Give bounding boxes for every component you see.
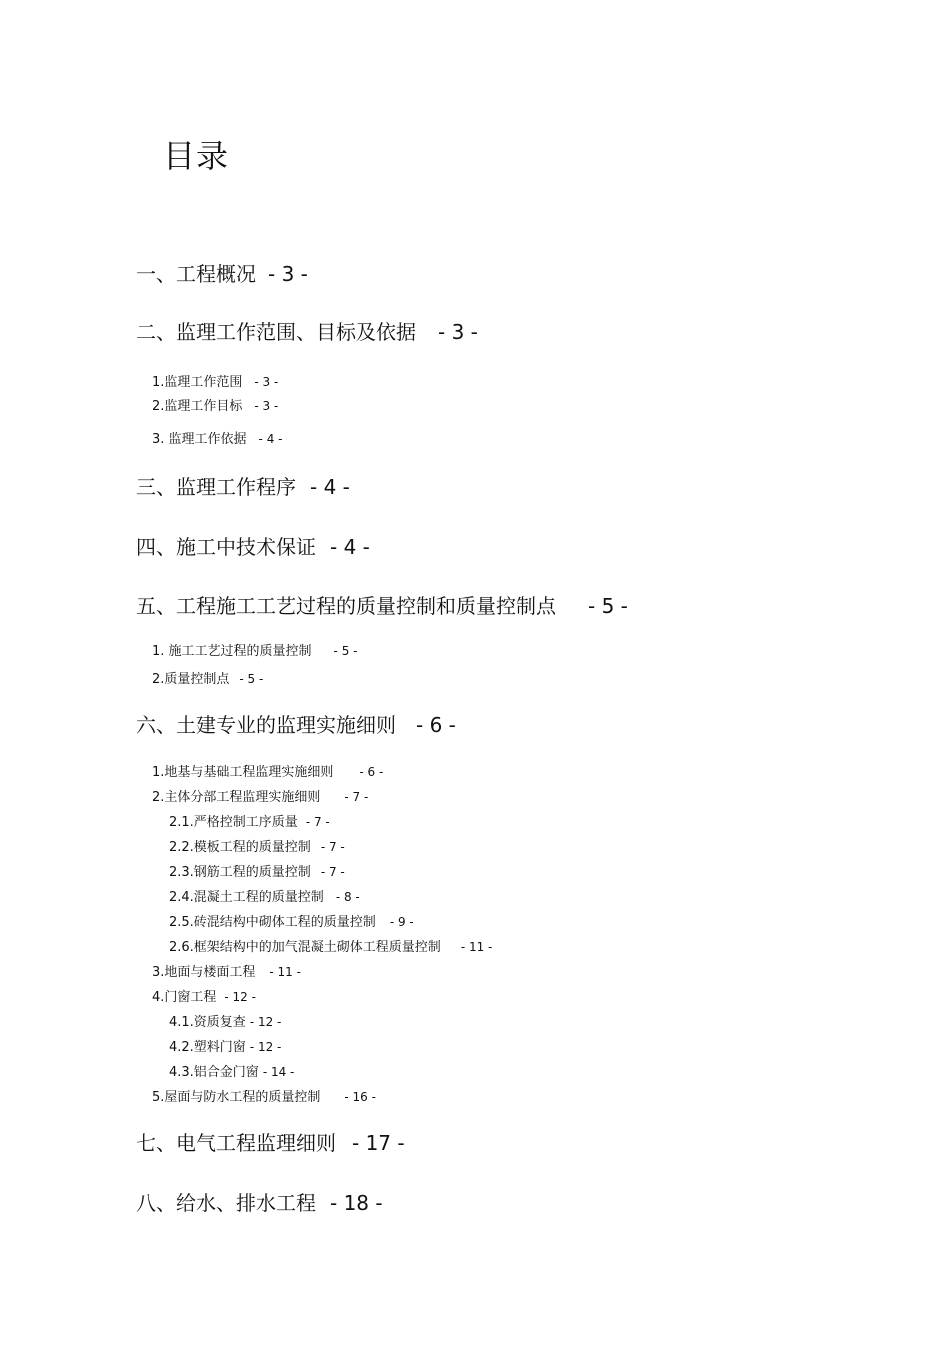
toc-entry[interactable] bbox=[152, 963, 301, 982]
toc-entry-label: 八、给水、排水工程 bbox=[136, 1191, 316, 1215]
toc-entry[interactable] bbox=[169, 1038, 281, 1057]
toc-entry-page: - 4 - bbox=[258, 432, 283, 446]
toc-entry-label: 2.监理工作目标 bbox=[152, 399, 243, 414]
toc-entry[interactable] bbox=[136, 261, 308, 287]
toc-entry[interactable] bbox=[152, 788, 368, 807]
toc-entry[interactable] bbox=[152, 373, 278, 392]
toc-entry-label: 2.质量控制点 bbox=[152, 672, 230, 687]
toc-entry-label: 4.1.资质复查 bbox=[169, 1015, 246, 1030]
toc-entry-page: - 9 - bbox=[389, 915, 414, 929]
toc-entry-page: - 18 - bbox=[330, 1191, 383, 1215]
toc-entry-label: 3. 监理工作依据 bbox=[152, 432, 247, 447]
toc-entry-label: 4.3.铝合金门窗 bbox=[169, 1065, 259, 1080]
toc-entry[interactable] bbox=[152, 670, 263, 689]
toc-entry-label: 5.屋面与防水工程的质量控制 bbox=[152, 1090, 321, 1105]
toc-entry[interactable] bbox=[136, 593, 628, 619]
toc-entry[interactable] bbox=[169, 813, 330, 832]
toc-entry-page: - 3 - bbox=[254, 399, 279, 413]
toc-entry[interactable] bbox=[136, 319, 478, 345]
toc-entry-page: - 12 - bbox=[249, 1015, 282, 1029]
toc-entry[interactable] bbox=[152, 642, 357, 661]
toc-entry[interactable] bbox=[136, 1190, 383, 1216]
toc-entry-label: 2.2.模板工程的质量控制 bbox=[169, 840, 311, 855]
toc-entry-label: 2.主体分部工程监理实施细则 bbox=[152, 790, 321, 805]
toc-entry-page: - 3 - bbox=[438, 320, 478, 344]
toc-entry-label: 七、电气工程监理细则 bbox=[136, 1131, 336, 1155]
toc-entry-page: - 4 - bbox=[330, 535, 370, 559]
toc-entry-page: - 5 - bbox=[588, 594, 628, 618]
toc-entry-label: 四、施工中技术保证 bbox=[136, 535, 316, 559]
toc-entry-label: 2.3.钢筋工程的质量控制 bbox=[169, 865, 311, 880]
toc-entry-label: 2.1.严格控制工序质量 bbox=[169, 815, 298, 830]
toc-entry[interactable] bbox=[169, 1063, 294, 1082]
toc-entry[interactable] bbox=[136, 534, 370, 560]
toc-entry-label: 六、土建专业的监理实施细则 bbox=[136, 713, 396, 737]
toc-entry-page: - 8 - bbox=[335, 890, 360, 904]
toc-entry[interactable] bbox=[169, 938, 492, 957]
toc-entry-page: - 3 - bbox=[268, 262, 308, 286]
toc-entry-page: - 14 - bbox=[262, 1065, 295, 1079]
toc-entry[interactable] bbox=[152, 397, 278, 416]
toc-entry[interactable] bbox=[152, 763, 383, 782]
toc-entry-label: 1. 施工工艺过程的质量控制 bbox=[152, 644, 312, 659]
toc-entry-page: - 17 - bbox=[352, 1131, 405, 1155]
toc-entry-page: - 3 - bbox=[254, 375, 279, 389]
toc-entry-label: 一、工程概况 bbox=[136, 262, 256, 286]
toc-entry-page: - 11 - bbox=[460, 940, 493, 954]
toc-entry[interactable] bbox=[169, 838, 345, 857]
toc-entry-page: - 5 - bbox=[239, 672, 264, 686]
toc-entry-page: - 7 - bbox=[344, 790, 369, 804]
toc-entry-page: - 12 - bbox=[224, 990, 256, 1004]
toc-entry[interactable] bbox=[169, 888, 360, 907]
toc-entry-label: 2.4.混凝土工程的质量控制 bbox=[169, 890, 324, 905]
toc-entry[interactable] bbox=[136, 474, 350, 500]
toc-entry[interactable] bbox=[169, 913, 414, 932]
toc-entry[interactable] bbox=[136, 712, 456, 738]
toc-entry-label: 2.5.砖混结构中砌体工程的质量控制 bbox=[169, 915, 376, 930]
toc-title: 目录 bbox=[163, 137, 230, 175]
toc-entry[interactable] bbox=[152, 1088, 376, 1107]
toc-entry-page: - 7 - bbox=[320, 865, 345, 879]
toc-entry-page: - 12 - bbox=[249, 1040, 282, 1054]
toc-entry-label: 五、工程施工工艺过程的质量控制和质量控制点 bbox=[136, 594, 556, 618]
toc-entry-page: - 6 - bbox=[359, 765, 384, 779]
toc-entry-page: - 6 - bbox=[416, 713, 456, 737]
toc-entry-label: 1.监理工作范围 bbox=[152, 375, 243, 390]
toc-entry-label: 1.地基与基础工程监理实施细则 bbox=[152, 765, 334, 780]
toc-entry-page: - 7 - bbox=[320, 840, 345, 854]
toc-entry-label: 三、监理工作程序 bbox=[136, 475, 296, 499]
toc-entry-page: - 5 - bbox=[333, 644, 358, 658]
toc-entry-label: 3.地面与楼面工程 bbox=[152, 965, 256, 980]
toc-entry[interactable] bbox=[152, 430, 282, 449]
toc-entry-label: 4.门窗工程 bbox=[152, 990, 217, 1005]
toc-entry-page: - 16 - bbox=[344, 1090, 376, 1104]
toc-entry-label: 4.2.塑料门窗 bbox=[169, 1040, 246, 1055]
toc-entry-label: 2.6.框架结构中的加气混凝土砌体工程质量控制 bbox=[169, 940, 441, 955]
toc-entry-page: - 11 - bbox=[269, 965, 301, 979]
toc-entry[interactable] bbox=[136, 1130, 405, 1156]
toc-entry[interactable] bbox=[169, 1013, 281, 1032]
toc-entry-page: - 7 - bbox=[305, 815, 330, 829]
toc-entry-label: 二、监理工作范围、目标及依据 bbox=[136, 320, 416, 344]
toc-entry[interactable] bbox=[152, 988, 256, 1007]
toc-entry-page: - 4 - bbox=[310, 475, 350, 499]
toc-entry[interactable] bbox=[169, 863, 345, 882]
